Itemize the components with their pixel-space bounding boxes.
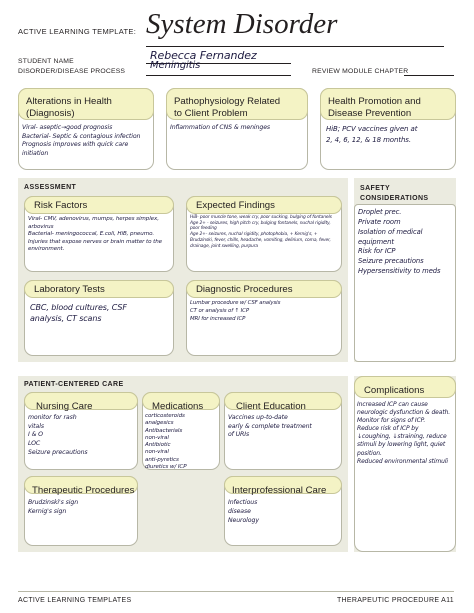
disorder-label: DISORDER/DISEASE PROCESS — [18, 68, 126, 75]
therapeutic-procedures-text: Brudzinski's sign Kernig's sign — [28, 499, 79, 515]
nursing-care-title: Nursing Care — [36, 401, 93, 412]
pathophysiology-text: Inflammation of CNS & meninges — [170, 124, 271, 131]
safety-text: Droplet prec. Private room Isolation of medical equipment Risk for ICP Seizure precautions Hypersensitivity to meds — [358, 208, 441, 276]
laboratory-tests-title: Laboratory Tests — [34, 284, 105, 295]
interprofessional-care-title: Interprofessional Care — [232, 485, 327, 496]
nursing-care-text: monitor for rash vitals I & O LOC Seizure precautions — [28, 414, 88, 456]
header-divider — [146, 46, 444, 47]
complications-title: Complications — [364, 385, 425, 396]
page-title: System Disorder — [146, 8, 338, 40]
expected-findings-text: HiB- poor muscle tone, weak cry, poor sucking, bulging of fontanels Age 2+ - seizures, high pitch cry, bulging fontanels, nuchal rigidity, poor feeding Age 2+- seizures, nuchal rigidity, photophobia, + Kernig's, + Brudzinski, fever, chills, headache, vomiting, delirium, coma, fever, drainage, joint swelling, purpura — [190, 215, 332, 249]
therapeutic-procedures-title: Therapeutic Procedures — [32, 485, 135, 496]
client-education-title: Client Education — [236, 401, 306, 412]
review-chapter-rule — [404, 75, 454, 76]
assessment-label: ASSESSMENT — [24, 184, 77, 191]
client-education-text: Vaccines up-to-date early & complete treatment of URIs — [228, 414, 312, 439]
health-promotion-title: Health Promotion and Disease Prevention — [328, 96, 421, 119]
expected-findings-title: Expected Findings — [196, 200, 275, 211]
health-promotion-text: HiB; PCV vaccines given at 2, 4, 6, 12, & 18 months. — [326, 125, 418, 144]
alterations-title: Alterations in Health (Diagnosis) — [26, 96, 112, 119]
risk-factors-title: Risk Factors — [34, 200, 88, 211]
patient-care-label: PATIENT-CENTERED CARE — [24, 381, 124, 388]
safety-title: SAFETY CONSIDERATIONS — [360, 185, 429, 202]
template-label: ACTIVE LEARNING TEMPLATE: — [18, 27, 137, 36]
footer-divider — [18, 591, 454, 592]
medications-title: Medications — [152, 401, 204, 412]
alterations-text: Viral- aseptic→good prognosis Bacterial- Septic & contagious infection Prognosis improves with quick care initiation — [22, 124, 141, 158]
disorder-rule — [146, 75, 291, 76]
pathophysiology-title: Pathophysiology Related to Client Problem — [174, 96, 281, 119]
diagnostic-procedures-title: Diagnostic Procedures — [196, 284, 293, 295]
footer-right-label: THERAPEUTIC PROCEDURE A11 — [336, 597, 454, 604]
risk-factors-text: Viral- CMV, adenovirus, mumps, herpes simplex, arbovirus Bacterial- meningococcal, E.coli, HiB, pneumo. Injuries that expose nerves or brain matter to the environment. — [28, 216, 163, 253]
laboratory-tests-text: CBC, blood cultures, CSF analysis, CT scans — [30, 303, 127, 324]
diagnostic-procedures-text: Lumbar procedure w/ CSF analysis CT or analysis of ↑ ICP MRI for increased ICP — [190, 300, 281, 322]
student-name-value: Rebecca Fernandez — [150, 49, 257, 62]
interprofessional-care-text: Infectious disease Neurology — [228, 499, 259, 524]
medications-text: corticosteroids analgesics Antibacterials non-viral Antibiotic non-viral anti-pyretics diuretics w/ ICP — [145, 413, 187, 470]
footer-left-label: ACTIVE LEARNING TEMPLATES — [18, 597, 132, 604]
review-chapter-label: REVIEW MODULE CHAPTER — [312, 68, 409, 75]
student-name-label: STUDENT NAME — [18, 58, 74, 65]
complications-text: Increased ICP can cause neurologic dysfunction & death. Monitor for signs of ICP. Reduce risk of ICP by ↓coughing, ↓straining, reduce stimuli by lowering light, quiet position. Reduced environmental stimuli — [357, 401, 451, 465]
disorder-value: Meningitis — [150, 60, 201, 71]
